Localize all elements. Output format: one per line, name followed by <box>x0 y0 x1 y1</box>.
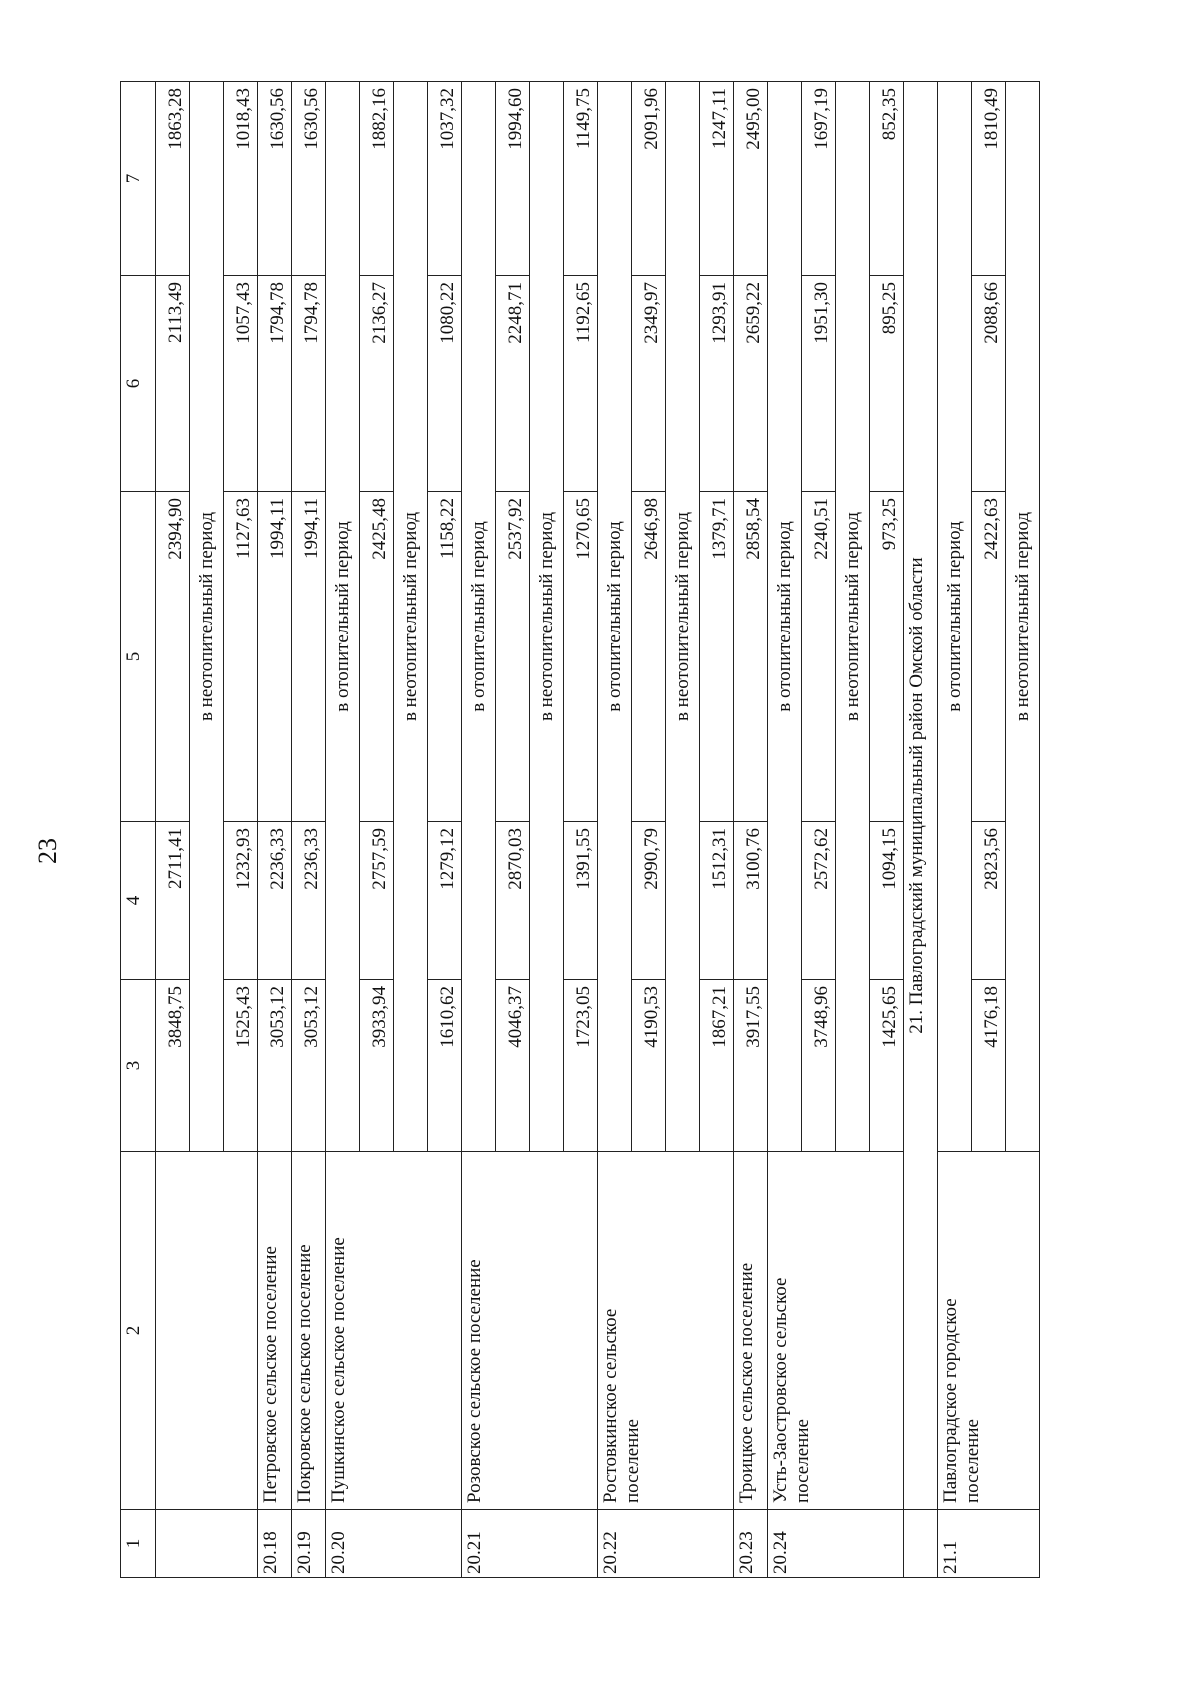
row-id: 20.18 <box>258 1510 292 1578</box>
value-cell: 2113,49 <box>156 276 190 492</box>
table-row <box>292 82 326 1578</box>
settlement-name: Петровское сельское поселение <box>258 1152 292 1510</box>
settlement-name: Розовское сельское поселение <box>462 1152 598 1510</box>
heating-period-label: в отопительный период <box>938 82 972 1152</box>
value-cell: 1293,91 <box>700 276 734 492</box>
value-cell: 1630,56 <box>292 82 326 276</box>
nonheating-period-label: в неотопительный период <box>836 82 870 1152</box>
value-cell: 1425,65 <box>870 980 904 1152</box>
value-cell: 1247,11 <box>700 82 734 276</box>
heating-period-label: в отопительный период <box>598 82 632 1152</box>
settlement-name-line: Ростовкинское сельское <box>600 1308 621 1503</box>
value-cell: 2088,66 <box>972 276 1006 492</box>
value-cell: 3848,75 <box>156 980 190 1152</box>
rotated-table-frame <box>120 82 1060 1578</box>
row-id: 20.20 <box>326 1510 462 1578</box>
value-cell: 2349,97 <box>632 276 666 492</box>
value-cell: 4176,18 <box>972 980 1006 1152</box>
value-cell: 2394,90 <box>156 492 190 822</box>
value-cell: 1525,43 <box>224 980 258 1152</box>
value-cell: 1863,28 <box>156 82 190 276</box>
value-cell: 2537,92 <box>496 492 530 822</box>
value-cell: 1018,43 <box>224 82 258 276</box>
value-cell: 1379,71 <box>700 492 734 822</box>
value-cell: 1080,22 <box>428 276 462 492</box>
row-id: 20.23 <box>734 1510 768 1578</box>
value-cell: 2236,33 <box>292 822 326 980</box>
period-row <box>462 82 496 1578</box>
value-cell: 1232,93 <box>224 822 258 980</box>
row-id: 20.19 <box>292 1510 326 1578</box>
nonheating-period-label: в неотопительный период <box>1006 82 1040 1152</box>
district-row <box>904 82 938 1578</box>
table-header-row <box>121 82 156 1578</box>
value-cell: 1630,56 <box>258 82 292 276</box>
settlement-name <box>598 1152 734 1510</box>
settlement-name: Покровское сельское поселение <box>292 1152 326 1510</box>
period-row <box>598 82 632 1578</box>
value-cell: 2659,22 <box>734 276 768 492</box>
value-cell: 1994,60 <box>496 82 530 276</box>
column-header: 5 <box>121 492 156 822</box>
value-cell: 1094,15 <box>870 822 904 980</box>
nonheating-period-label: в неотопительный период <box>190 82 224 1152</box>
value-cell: 2422,63 <box>972 492 1006 822</box>
value-cell: 1697,19 <box>802 82 836 276</box>
value-cell: 1794,78 <box>292 276 326 492</box>
nonheating-period-label: в неотопительный период <box>394 82 428 1152</box>
settlement-name <box>938 1152 1040 1510</box>
row-id-cell <box>156 1510 258 1578</box>
value-cell: 1037,32 <box>428 82 462 276</box>
value-cell: 1994,11 <box>258 492 292 822</box>
value-cell: 1192,65 <box>564 276 598 492</box>
period-row <box>768 82 802 1578</box>
value-cell: 3053,12 <box>258 980 292 1152</box>
value-cell: 2091,96 <box>632 82 666 276</box>
settlement-name: Троицкое сельское поселение <box>734 1152 768 1510</box>
column-header: 6 <box>121 276 156 492</box>
settlement-name-line: поселение <box>791 1419 813 1503</box>
value-cell: 3053,12 <box>292 980 326 1152</box>
tariff-table-container <box>120 82 1060 1578</box>
value-cell: 1882,16 <box>360 82 394 276</box>
row-id: 20.21 <box>462 1510 598 1578</box>
settlement-name-line: поселение <box>961 1419 983 1503</box>
row-name-cell <box>156 1152 258 1510</box>
value-cell: 2711,41 <box>156 822 190 980</box>
value-cell: 2236,33 <box>258 822 292 980</box>
value-cell: 3933,94 <box>360 980 394 1152</box>
column-header: 4 <box>121 822 156 980</box>
value-cell: 1867,21 <box>700 980 734 1152</box>
value-cell: 973,25 <box>870 492 904 822</box>
settlement-name-line: Усть-Заостровское сельское <box>770 1277 791 1503</box>
value-cell: 3917,55 <box>734 980 768 1152</box>
column-header: 1 <box>121 1510 156 1578</box>
value-cell: 1391,55 <box>564 822 598 980</box>
page-number: 23 <box>33 838 62 864</box>
value-cell: 2425,48 <box>360 492 394 822</box>
period-row <box>938 82 972 1578</box>
table-row <box>734 82 768 1578</box>
column-header: 3 <box>121 980 156 1152</box>
nonheating-period-label: в неотопительный период <box>666 82 700 1152</box>
row-id: 20.22 <box>598 1510 734 1578</box>
table-row <box>156 82 190 1578</box>
settlement-name-line: Павлоградское городское <box>940 1298 961 1503</box>
value-cell: 4190,53 <box>632 980 666 1152</box>
row-id-cell <box>904 1510 938 1578</box>
value-cell: 1810,49 <box>972 82 1006 276</box>
table-row <box>258 82 292 1578</box>
value-cell: 4046,37 <box>496 980 530 1152</box>
settlement-name: Пушкинское сельское поселение <box>326 1152 462 1510</box>
value-cell: 2757,59 <box>360 822 394 980</box>
value-cell: 1158,22 <box>428 492 462 822</box>
value-cell: 1270,65 <box>564 492 598 822</box>
value-cell: 1149,75 <box>564 82 598 276</box>
value-cell: 1512,31 <box>700 822 734 980</box>
value-cell: 1994,11 <box>292 492 326 822</box>
value-cell: 2136,27 <box>360 276 394 492</box>
district-heading: 21. Павлоградский муниципальный район Омской области <box>904 82 938 1510</box>
value-cell: 2240,51 <box>802 492 836 822</box>
column-header: 2 <box>121 1152 156 1510</box>
value-cell: 2646,98 <box>632 492 666 822</box>
value-cell: 2990,79 <box>632 822 666 980</box>
value-cell: 1794,78 <box>258 276 292 492</box>
nonheating-period-label: в неотопительный период <box>530 82 564 1152</box>
value-cell: 3748,96 <box>802 980 836 1152</box>
value-cell: 2495,00 <box>734 82 768 276</box>
value-cell: 1610,62 <box>428 980 462 1152</box>
value-cell: 852,35 <box>870 82 904 276</box>
period-row <box>326 82 360 1578</box>
settlement-name-line: поселение <box>621 1419 643 1503</box>
value-cell: 2248,71 <box>496 276 530 492</box>
column-header: 7 <box>121 82 156 276</box>
value-cell: 895,25 <box>870 276 904 492</box>
value-cell: 2870,03 <box>496 822 530 980</box>
value-cell: 1057,43 <box>224 276 258 492</box>
value-cell: 1951,30 <box>802 276 836 492</box>
heating-period-label: в отопительный период <box>768 82 802 1152</box>
value-cell: 1279,12 <box>428 822 462 980</box>
tariff-table <box>120 81 1040 1578</box>
row-id: 21.1 <box>938 1510 1040 1578</box>
value-cell: 1127,63 <box>224 492 258 822</box>
value-cell: 2858,54 <box>734 492 768 822</box>
value-cell: 2572,62 <box>802 822 836 980</box>
settlement-name <box>768 1152 904 1510</box>
heating-period-label: в отопительный период <box>326 82 360 1152</box>
value-cell: 3100,76 <box>734 822 768 980</box>
value-cell: 2823,56 <box>972 822 1006 980</box>
heating-period-label: в отопительный период <box>462 82 496 1152</box>
row-id: 20.24 <box>768 1510 904 1578</box>
value-cell: 1723,05 <box>564 980 598 1152</box>
